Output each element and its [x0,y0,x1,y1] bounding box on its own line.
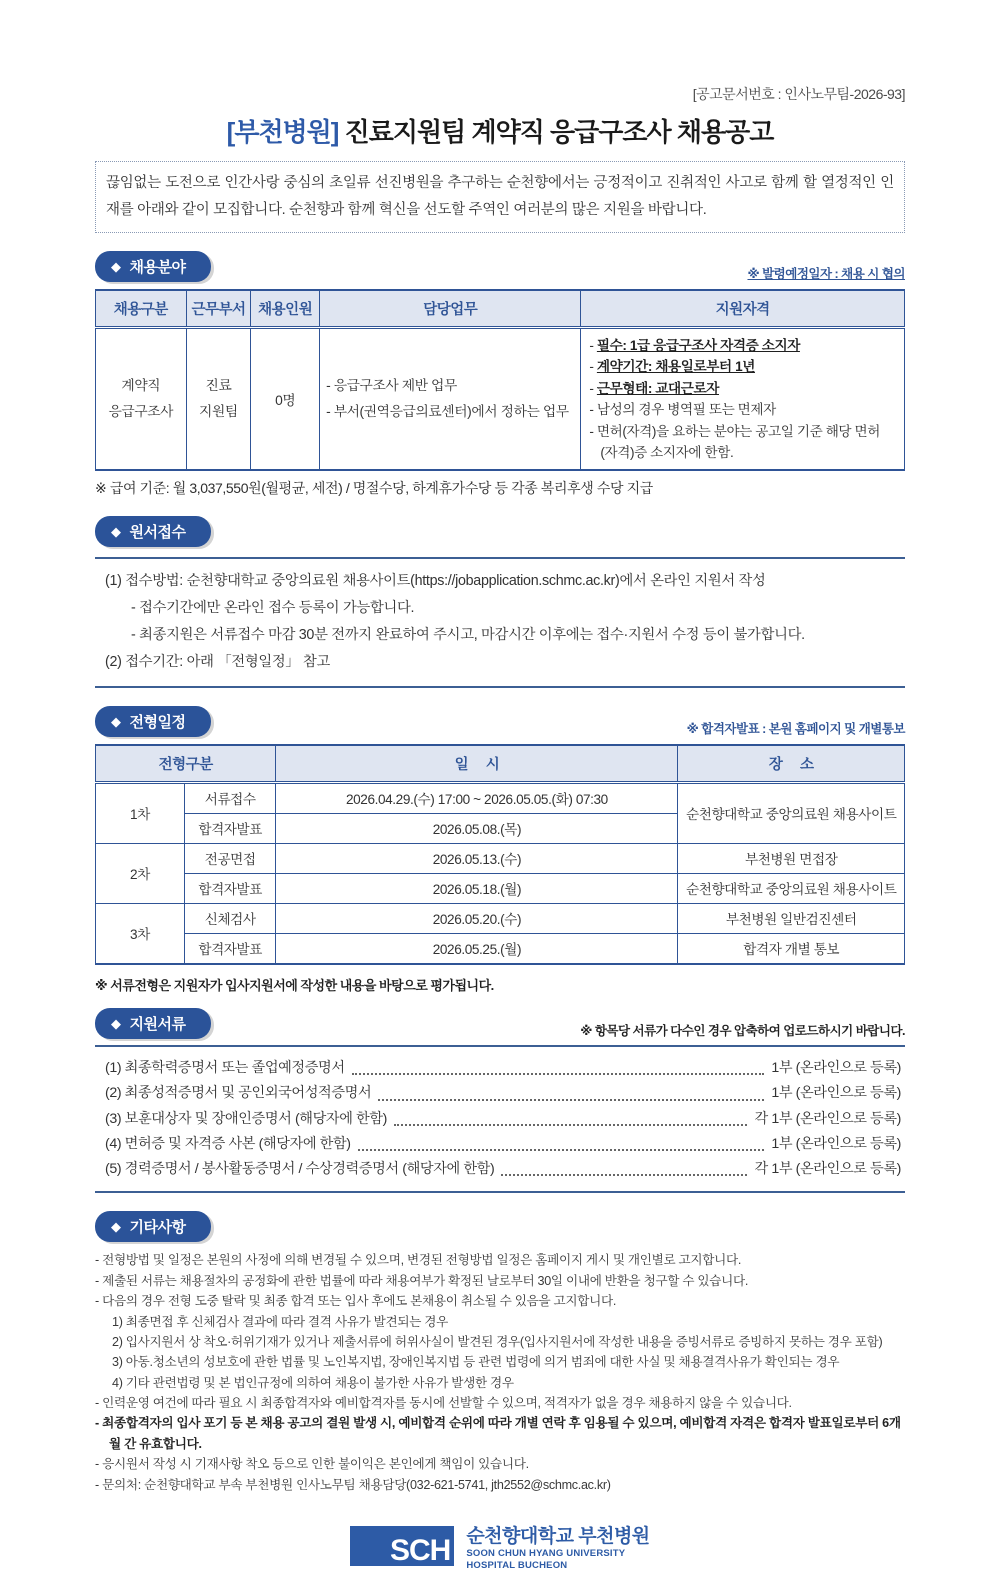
documents-box [95,1045,905,1193]
schedule-row [96,843,905,873]
category-cell: 계약직 응급구조사 [96,327,187,470]
salary-note: ※ 급여 기준: 월 3,037,550원(월평균, 세전) / 명절수당, 하계휴가수당 등 각종 복리후생 수당 지급 [95,480,653,497]
application-line: - 최종지원은 서류접수 마감 30분 전까지 완료하여 주시고, 마감시간 이후에는 접수·지원서 수정 등이 불가합니다. [131,627,805,644]
badge-recruit-label: 채용분야 [129,258,186,276]
badge-schedule [95,706,211,737]
recruit-section-header [95,251,905,282]
schedule-row [96,903,905,933]
badge-documents-label: 지원서류 [129,1015,186,1033]
col-header-stage: 전형구분 [96,745,276,783]
apply-section-header [95,516,905,547]
stage-item-cell: 전공면접 [184,843,275,873]
place-cell: 부천병원 일반검진센터 [678,903,905,933]
datetime-cell: 2026.04.29.(수) 17:00 ~ 2026.05.05.(화) 07:30 [276,782,678,813]
place-cell: 합격자 개별 통보 [678,933,905,964]
misc-line: - 인력운영 여건에 따라 필요 시 최종합격자와 예비합격자를 동시에 선발할 수 있으며, 적격자가 없을 경우 채용하지 않을 수 있습니다. [95,1396,792,1411]
intro-box [95,161,905,233]
misc-line: - 응시원서 작성 시 기재사항 착오 등으로 인한 불이익은 본인에게 책임이 있습니다. [95,1457,529,1472]
headcount-cell: 0명 [251,327,320,470]
place-cell: 부천병원 면접장 [678,843,905,873]
schedule-row [96,782,905,813]
misc-line: - 문의처: 순천향대학교 부속 부천병원 인사노무팀 채용담당(032-621-5741, jth2552@schmc.ac.kr) [95,1477,611,1492]
col-header-datetime: 일 시 [276,745,678,783]
intro-text: 끊임없는 도전으로 인간사랑 중심의 초일류 선진병원을 추구하는 순천향에서는 긍정적이고 진취적인 사고로 함께 할 열정적인 인재를 아래와 같이 모집합니다. 순천향과 함께 혁신을 선도할 주역인 여러분의 많은 지원을 바랍니다. [106,175,894,218]
leader-dots [378,1099,764,1101]
col-header-department: 근무부서 [186,290,251,328]
diamond-icon: ◆ [111,1219,121,1235]
datetime-cell: 2026.05.18.(월) [276,873,678,903]
document-label: (2) 최종성적증명서 및 공인외국어성적증명서 [105,1085,372,1102]
duties-cell [320,327,581,470]
document-item [105,1132,901,1157]
leader-dots [501,1174,747,1176]
diamond-icon: ◆ [111,258,121,274]
col-header-headcount: 채용인원 [251,290,320,328]
badge-application-label: 원서접수 [129,524,186,542]
qualification-item: - 필수: 1급 응급구조사 자격증 소지자 [589,337,800,353]
schedule-row [96,873,905,903]
misc-line: - 제출된 서류는 채용절차의 공정화에 관한 법률에 따라 채용여부가 확정된 날로부터 30일 이내에 반환을 청구할 수 있습니다. [95,1273,749,1288]
datetime-cell: 2026.05.13.(수) [276,843,678,873]
col-header-qualifications: 지원자격 [581,290,905,328]
stage-item-cell: 서류접수 [184,782,275,813]
col-header-category: 채용구분 [96,290,187,328]
document-count: 1부 (온라인으로 등록) [771,1059,901,1076]
recruit-table-header-row [96,290,905,328]
doc-number: [공고문서번호 : 인사노무팀-2026-93] [692,86,905,102]
application-line: - 접수기간에만 온라인 접수 등록이 가능합니다. [131,600,415,617]
qualifications-cell [581,327,905,470]
document-count: 1부 (온라인으로 등록) [771,1135,901,1152]
badge-misc-label: 기타사항 [129,1219,186,1237]
stage-cell: 2차 [96,843,185,903]
badge-schedule-label: 전형일정 [129,713,186,731]
misc-lines [95,1250,905,1495]
document-label: (4) 면허증 및 자격증 사본 (해당자에 한함) [105,1135,351,1152]
hospital-name-block [466,1521,649,1572]
title-main: 진료지원팀 계약직 응급구조사 채용공고 [338,117,774,147]
document-item [105,1081,901,1106]
qualification-item: - 계약기간: 채용일로부터 1년 [589,359,755,375]
datetime-cell: 2026.05.08.(목) [276,813,678,843]
schedule-table [95,744,905,965]
schedule-header-row [96,745,905,783]
place-cell: 순천향대학교 중앙의료원 채용사이트 [678,782,905,843]
misc-line: 4) 기타 관련법령 및 본 법인규정에 의하여 채용이 불가한 사유가 발생한 경우 [112,1375,514,1390]
stage-item-cell: 합격자발표 [184,813,275,843]
col-header-place: 장 소 [678,745,905,783]
misc-line: 3) 아동.청소년의 성보호에 관한 법률 및 노인복지법, 장애인복지법 등 관련 법령에 의거 범죄에 대한 사실 및 채용결격사유가 확인되는 경우 [112,1355,840,1370]
document-label: (5) 경력증명서 / 봉사활동증명서 / 수상경력증명서 (해당자에 한함) [105,1161,495,1178]
pass-announcement-note: ※ 합격자발표 : 본원 홈페이지 및 개별통보 [686,721,905,736]
document-item [105,1157,901,1182]
recruit-table [95,289,905,472]
department-cell: 진료 지원팀 [186,327,251,470]
upload-note: ※ 항목당 서류가 다수인 경우 압축하여 업로드하시기 바랍니다. [580,1023,905,1038]
misc-line: 1) 최종면접 후 신체검사 결과에 따라 결격 사유가 발견되는 경우 [112,1314,449,1329]
datetime-cell: 2026.05.25.(월) [276,933,678,964]
badge-documents [95,1008,211,1039]
document-label: (3) 보훈대상자 및 장애인증명서 (해당자에 한함) [105,1110,387,1127]
diamond-icon: ◆ [111,713,121,729]
stage-item-cell: 신체검사 [184,903,275,933]
leader-dots [352,1073,765,1075]
document-count: 각 1부 (온라인으로 등록) [754,1161,901,1178]
diamond-icon: ◆ [111,1015,121,1031]
misc-line: - 최종합격자의 입사 포기 등 본 채용 공고의 결원 발생 시, 예비합격 순위에 따라 개별 연락 후 임용될 수 있으며, 예비합격 자격은 합격자 발표일로부터 6개월 간 유효합니다. [95,1416,901,1451]
schedule-section-header [95,706,905,737]
documents-section-header [95,1008,905,1039]
hospital-name-kr: 순천향대학교 부천병원 [466,1526,650,1548]
stage-item-cell: 합격자발표 [184,873,275,903]
stage-cell: 1차 [96,782,185,843]
badge-recruit-field [95,251,211,282]
document-label: (1) 최종학력증명서 또는 졸업예정증명서 [105,1059,345,1076]
place-cell: 순천향대학교 중앙의료원 채용사이트 [678,873,905,903]
leader-dots [394,1124,747,1126]
badge-application [95,516,211,547]
misc-section-header [95,1211,905,1242]
application-line: (1) 접수방법: 순천향대학교 중앙의료원 채용사이트(https://jobapplication.schmc.ac.kr)에서 온라인 지원서 작성 [105,573,766,590]
duty-item: - 부서(권역응급의료센터)에서 정하는 업무 [326,404,569,420]
diamond-icon: ◆ [111,524,121,540]
title-hospital-prefix: [부천병원] [226,117,339,147]
stage-item-cell: 합격자발표 [184,933,275,964]
misc-line: 2) 입사지원서 상 착오·허위기재가 있거나 제출서류에 허위사실이 발견된 경우(입사지원서에 작성한 내용을 증빙서류로 증빙하지 못하는 경우 포함) [112,1334,883,1349]
footer-logo [95,1521,905,1572]
hospital-name-en-1: SOON CHUN HYANG UNIVERSITY [466,1548,626,1560]
leader-dots [358,1149,765,1151]
misc-line: - 전형방법 및 일정은 본원의 사정에 의해 변경될 수 있으며, 변경된 전형방법 일정은 홈페이지 게시 및 개인별로 고지합니다. [95,1253,742,1268]
misc-line: - 다음의 경우 전형 도중 탈락 및 최종 합격 또는 입사 후에도 본채용이 취소될 수 있음을 고지합니다. [95,1294,617,1309]
document-item [105,1107,901,1132]
assignment-date-note: ※ 발령예정일자 : 채용 시 협의 [747,266,905,281]
application-line: (2) 접수기간: 아래 「전형일정」 참고 [105,654,331,671]
document-count: 각 1부 (온라인으로 등록) [754,1110,901,1127]
duty-item: - 응급구조사 제반 업무 [326,377,457,393]
stage-cell: 3차 [96,903,185,964]
col-header-duties: 담당업무 [320,290,581,328]
page-title [95,112,905,149]
qualification-item: - 면허(자격)을 요하는 분야는 공고일 기준 해당 면허(자격)증 소지자에 한함. [589,423,881,460]
recruit-table-row [96,327,905,470]
document-item [105,1056,901,1081]
qualification-item: - 남성의 경우 병역필 또는 면제자 [589,402,776,418]
application-info-box [95,557,905,688]
badge-misc [95,1211,211,1242]
screening-footnote: ※ 서류전형은 지원자가 입사지원서에 작성한 내용을 바탕으로 평가됩니다. [95,977,494,993]
qualification-item: - 근무형태: 교대근로자 [589,380,719,396]
document-count: 1부 (온라인으로 등록) [771,1085,901,1102]
datetime-cell: 2026.05.20.(수) [276,903,678,933]
hospital-name-en-2: HOSPITAL BUCHEON [466,1559,568,1571]
sch-logo-icon: SCH [350,1526,454,1566]
schedule-row [96,933,905,964]
